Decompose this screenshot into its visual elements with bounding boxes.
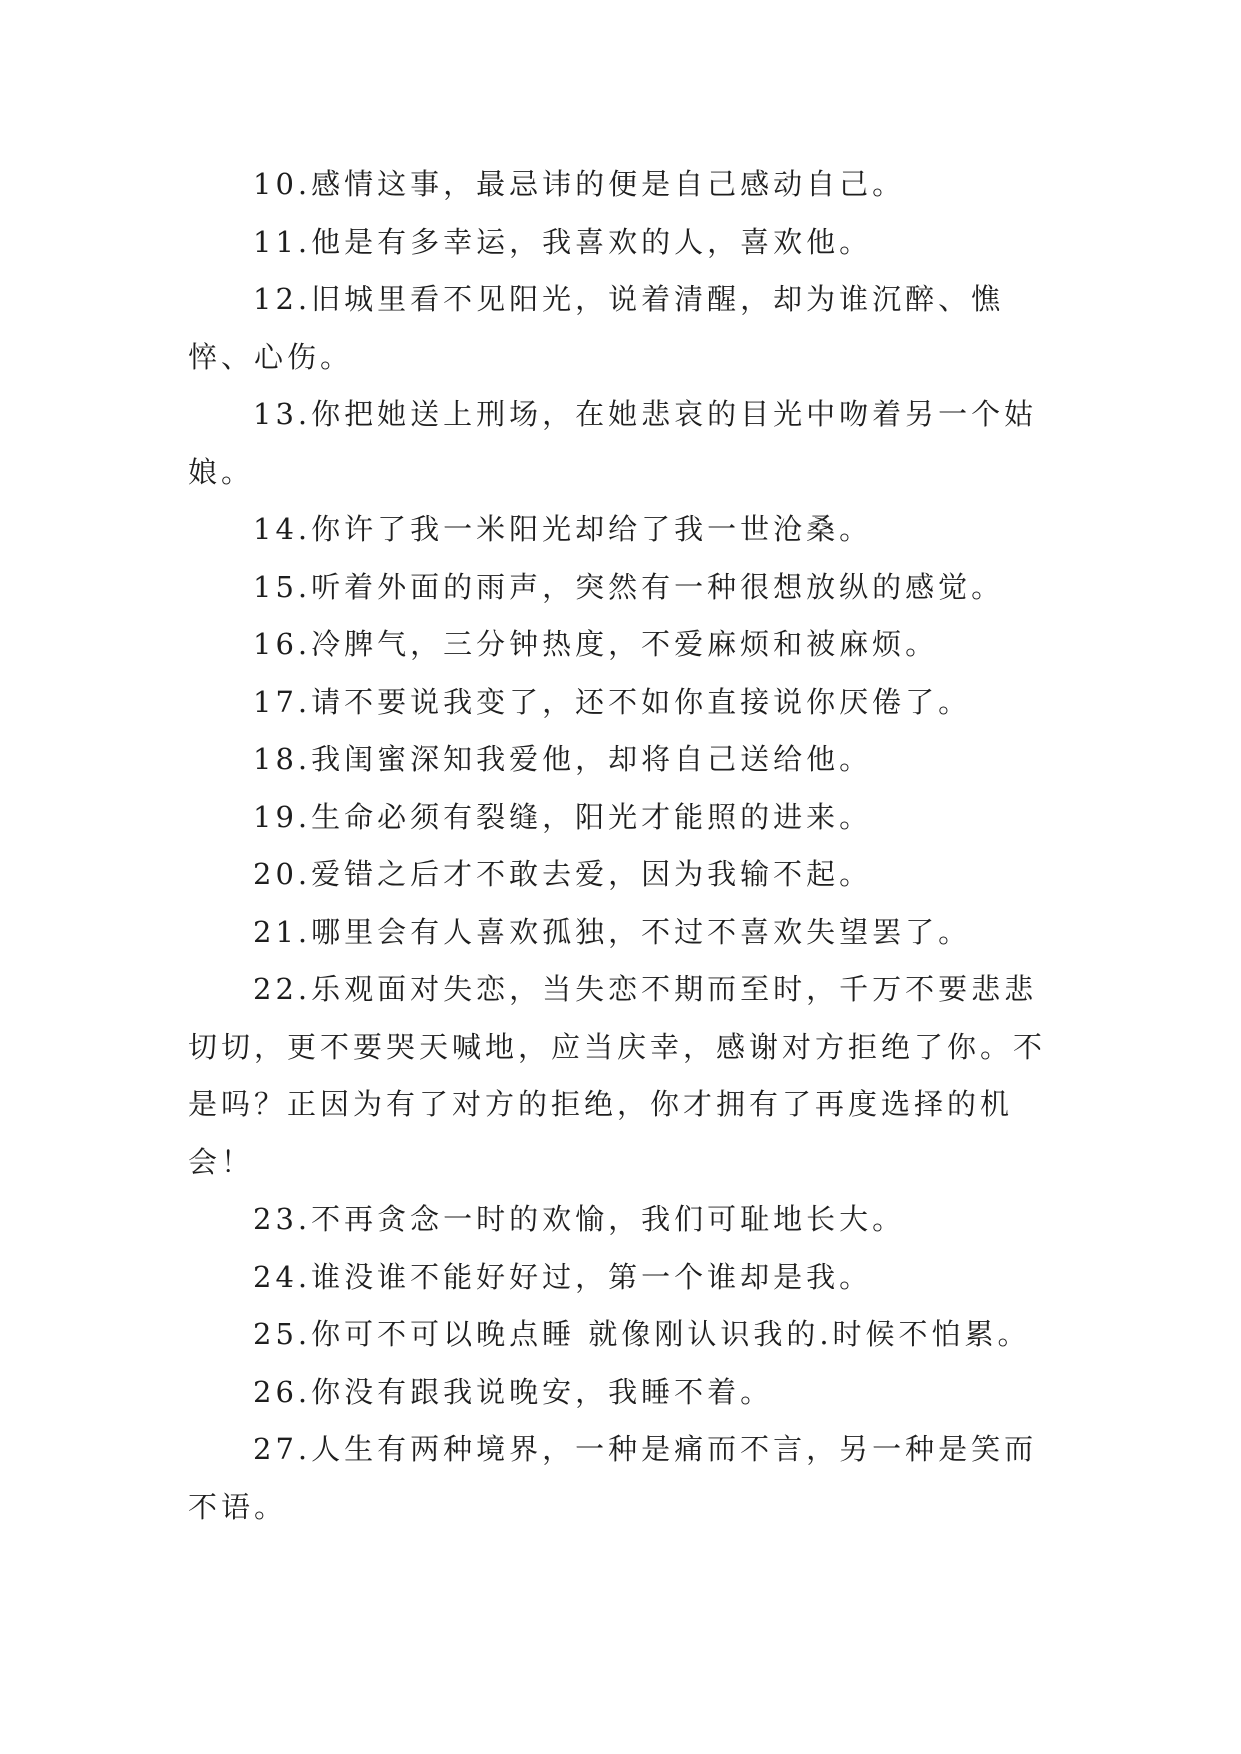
paragraph-27: 27.人生有两种境界，一种是痛而不言，另一种是笑而不语。 bbox=[188, 1432, 1038, 1524]
paragraph-20: 20.爱错之后才不敢去爱，因为我输不起。 bbox=[253, 857, 873, 891]
paragraph-11: 11.他是有多幸运，我喜欢的人，喜欢他。 bbox=[253, 224, 873, 259]
paragraph-21: 21.哪里会有人喜欢孤独，不过不喜欢失望罢了。 bbox=[253, 914, 972, 949]
paragraph-13: 13.你把她送上刑场，在她悲哀的目光中吻着另一个姑娘。 bbox=[188, 397, 1038, 489]
paragraph-23: 23.不再贪念一时的欢愉，我们可耻地长大。 bbox=[253, 1202, 906, 1236]
paragraph-15: 15.听着外面的雨声，突然有一种很想放纵的感觉。 bbox=[253, 569, 1005, 604]
paragraph-26: 26.你没有跟我说晚安，我睡不着。 bbox=[253, 1374, 774, 1409]
paragraph-14: 14.你许了我一米阳光却给了我一世沧桑。 bbox=[253, 512, 873, 546]
paragraph-17: 17.请不要说我变了，还不如你直接说你厌倦了。 bbox=[253, 684, 972, 719]
paragraph-12: 12.旧城里看不见阳光，说着清醒，却为谁沉醉、憔悴、心伤。 bbox=[188, 282, 1005, 374]
paragraph-19: 19.生命必须有裂缝，阳光才能照的进来。 bbox=[253, 799, 873, 834]
paragraph-24: 24.谁没谁不能好好过，第一个谁却是我。 bbox=[253, 1259, 873, 1294]
paragraph-16: 16.冷脾气，三分钟热度，不爱麻烦和被麻烦。 bbox=[253, 627, 939, 661]
paragraph-22: 22.乐观面对失恋，当失恋不期而至时，千万不要悲悲切切，更不要哭天喊地，应当庆幸，感谢对方拒绝了你。不是吗？正因为有了对方的拒绝，你才拥有了再度选择的机会！ bbox=[188, 972, 1047, 1179]
paragraph-10: 10.感情这事，最忌讳的便是自己感动自己。 bbox=[253, 167, 906, 201]
paragraph-25: 25.你可不可以晚点睡 就像刚认识我的.时候不怕累。 bbox=[253, 1317, 1031, 1351]
document-body bbox=[188, 156, 1062, 1536]
paragraph-18: 18.我闺蜜深知我爱他，却将自己送给他。 bbox=[253, 742, 873, 776]
